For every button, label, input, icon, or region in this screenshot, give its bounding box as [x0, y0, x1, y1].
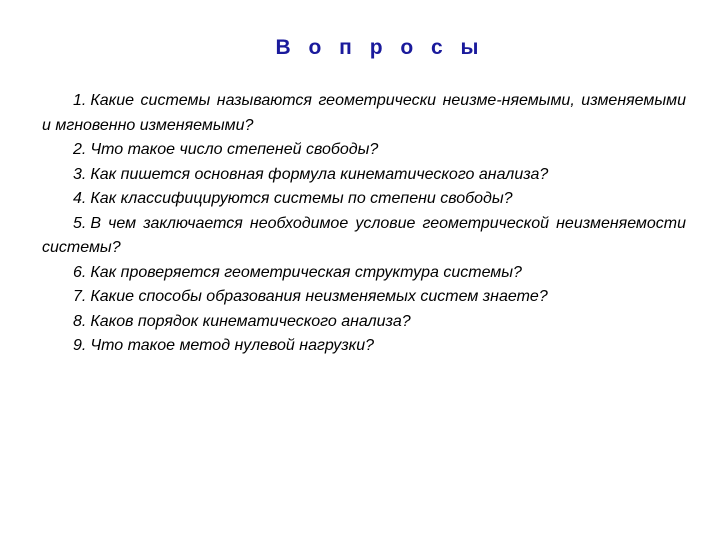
question-number: 3. [73, 165, 87, 183]
question-item [42, 138, 686, 163]
slide-title: В о п р о с ы [275, 36, 485, 59]
question-text: Как пишется основная формула кинематического анализа? [90, 165, 549, 183]
question-item [42, 163, 686, 188]
question-text: Как классифицируются системы по степени свободы? [90, 190, 513, 207]
question-text: Что такое число степеней свободы? [90, 141, 379, 158]
question-text: Как проверяется геометрическая структура системы? [90, 263, 522, 281]
question-number: 1. [73, 92, 87, 109]
question-item [42, 285, 686, 310]
question-number: 4. [73, 190, 87, 207]
question-number: 2. [73, 141, 87, 158]
questions-list [42, 89, 686, 359]
question-number: 9. [73, 337, 87, 354]
question-text: В чем заключается необходимое условие геометрической неизменяемости системы? [42, 214, 686, 256]
question-item [42, 212, 686, 261]
question-number: 6. [73, 263, 87, 281]
question-text: Каков порядок кинематического анализа? [90, 312, 411, 330]
question-item [42, 187, 686, 212]
question-number: 8. [73, 312, 87, 330]
question-item [42, 261, 686, 286]
question-item [42, 310, 686, 335]
question-number: 7. [73, 288, 87, 305]
question-text: Какие способы образования неизменяемых систем знаете? [90, 288, 548, 305]
question-item [42, 334, 686, 359]
question-number: 5. [73, 214, 87, 232]
question-text: Что такое метод нулевой нагрузки? [90, 337, 375, 354]
question-item [42, 89, 686, 138]
question-text: Какие системы называются геометрически неизме-няемыми, изменяемыми и мгновенно изменяемыми? [42, 92, 686, 134]
